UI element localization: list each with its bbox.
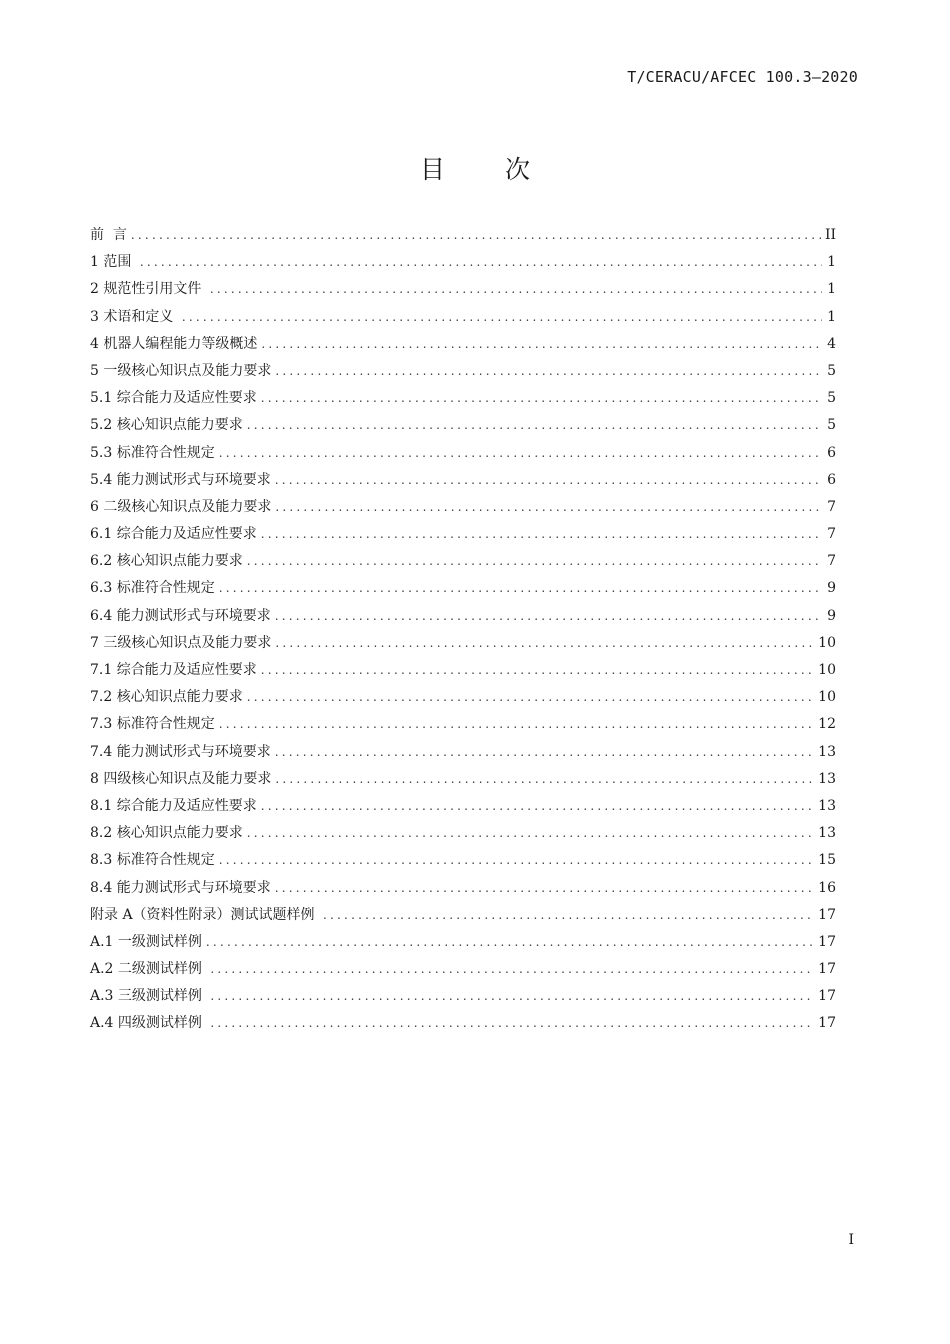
toc-dot-leader xyxy=(261,331,822,358)
toc-entry-page: 9 xyxy=(827,607,836,624)
toc-entry[interactable] xyxy=(90,603,836,630)
toc-dot-leader xyxy=(247,412,822,439)
toc-entry[interactable] xyxy=(90,684,836,711)
toc-dot-leader xyxy=(247,548,822,575)
toc-entry-page: 17 xyxy=(818,961,836,978)
toc-entry-page: 13 xyxy=(818,743,836,760)
toc-dot-leader xyxy=(261,657,814,684)
toc-entry-label: 6.3 标准符合性规定 xyxy=(90,580,215,597)
table-of-contents xyxy=(90,222,836,1038)
toc-entry[interactable] xyxy=(90,331,836,358)
toc-entry-page: 10 xyxy=(818,662,836,678)
standard-code: T/CERACU/AFCEC 100.3—2020 xyxy=(627,68,858,86)
toc-entry-label: 8 四级核心知识点及能力要求 xyxy=(90,770,272,787)
toc-entry[interactable] xyxy=(90,521,836,548)
toc-entry-page: 5 xyxy=(827,390,836,407)
toc-entry-page: 12 xyxy=(818,716,836,733)
toc-entry[interactable] xyxy=(90,249,836,276)
toc-entry[interactable] xyxy=(90,358,836,385)
toc-entry-label: 5.3 标准符合性规定 xyxy=(90,444,215,461)
toc-entry[interactable] xyxy=(90,630,836,657)
toc-dot-leader xyxy=(210,1010,814,1037)
toc-entry[interactable] xyxy=(90,847,836,874)
toc-entry[interactable] xyxy=(90,793,836,820)
toc-entry-page: 1 xyxy=(827,254,836,271)
toc-entry[interactable] xyxy=(90,548,836,575)
toc-entry-page: 10 xyxy=(818,634,836,651)
toc-entry-label: 3 术语和定义 xyxy=(90,308,178,325)
toc-entry-label: 7.3 标准符合性规定 xyxy=(90,716,215,733)
toc-entry-page: 7 xyxy=(827,498,836,515)
toc-dot-leader xyxy=(261,385,822,412)
toc-entry[interactable] xyxy=(90,711,836,738)
toc-entry-label: 前 言 xyxy=(90,227,127,243)
toc-entry[interactable] xyxy=(90,956,836,983)
toc-entry-page: 4 xyxy=(827,335,836,352)
toc-dot-leader xyxy=(210,956,814,983)
toc-entry-page: 13 xyxy=(818,825,836,842)
toc-entry[interactable] xyxy=(90,1010,836,1037)
toc-entry-label: A.3 三级测试样例 xyxy=(90,988,207,1005)
toc-entry[interactable] xyxy=(90,276,836,303)
toc-dot-leader xyxy=(275,467,822,494)
toc-entry-page: 10 xyxy=(818,689,836,706)
toc-entry[interactable] xyxy=(90,467,836,494)
toc-dot-leader xyxy=(275,766,814,793)
toc-dot-leader xyxy=(219,440,822,467)
toc-dot-leader xyxy=(247,820,814,847)
toc-entry-label: 2 规范性引用文件 xyxy=(90,281,206,298)
toc-dot-leader xyxy=(275,739,814,766)
toc-dot-leader xyxy=(182,304,822,331)
toc-entry[interactable] xyxy=(90,983,836,1010)
toc-dot-leader xyxy=(210,983,814,1010)
toc-entry-page: 13 xyxy=(818,797,836,814)
toc-entry-page: 5 xyxy=(827,417,836,434)
toc-dot-leader xyxy=(261,793,814,820)
toc-entry-label: 7.4 能力测试形式与环境要求 xyxy=(90,743,271,760)
toc-entry-page: 16 xyxy=(818,879,836,896)
toc-dot-leader xyxy=(275,630,814,657)
toc-entry-page: 17 xyxy=(818,906,836,923)
toc-entry-page: 15 xyxy=(818,852,836,869)
toc-entry-page: 1 xyxy=(827,281,836,298)
toc-entry[interactable] xyxy=(90,657,836,684)
toc-entry[interactable] xyxy=(90,766,836,793)
toc-entry-page: 17 xyxy=(818,933,836,950)
toc-entry-label: 7.1 综合能力及适应性要求 xyxy=(90,662,257,678)
toc-entry[interactable] xyxy=(90,929,836,956)
toc-dot-leader xyxy=(247,684,814,711)
toc-dot-leader xyxy=(206,929,814,956)
toc-entry-page: 7 xyxy=(827,553,836,570)
toc-entry[interactable] xyxy=(90,902,836,929)
toc-entry-page: 7 xyxy=(827,526,836,543)
toc-entry-page: 6 xyxy=(827,444,836,461)
toc-entry-page: 6 xyxy=(827,471,836,488)
toc-entry-label: 5.2 核心知识点能力要求 xyxy=(90,417,243,434)
toc-dot-leader xyxy=(131,222,821,249)
toc-entry[interactable] xyxy=(90,875,836,902)
toc-entry-label: 5 一级核心知识点及能力要求 xyxy=(90,362,272,379)
toc-dot-leader xyxy=(219,575,822,602)
page-number: I xyxy=(848,1232,854,1248)
page-title: 目 次 xyxy=(420,155,556,184)
toc-entry-label: 6.4 能力测试形式与环境要求 xyxy=(90,607,271,624)
toc-entry[interactable] xyxy=(90,739,836,766)
toc-entry-page: 9 xyxy=(827,580,836,597)
toc-entry[interactable] xyxy=(90,820,836,847)
toc-entry[interactable] xyxy=(90,440,836,467)
toc-entry-label: A.4 四级测试样例 xyxy=(90,1015,207,1032)
toc-entry-page: 17 xyxy=(818,988,836,1005)
toc-dot-leader xyxy=(275,494,822,521)
toc-dot-leader xyxy=(275,603,822,630)
toc-dot-leader xyxy=(210,276,822,303)
toc-entry-label: 5.1 综合能力及适应性要求 xyxy=(90,390,257,407)
toc-dot-leader xyxy=(275,358,822,385)
toc-entry-label: 附录 A（资料性附录）测试试题样例 xyxy=(90,906,320,923)
toc-entry-label: 1 范围 xyxy=(90,254,136,271)
toc-entry-label: 4 机器人编程能力等级概述 xyxy=(90,335,258,352)
toc-entry-page: 13 xyxy=(818,770,836,787)
toc-dot-leader xyxy=(275,875,814,902)
toc-dot-leader xyxy=(219,847,814,874)
toc-entry-label: 7.2 核心知识点能力要求 xyxy=(90,689,243,706)
toc-entry-label: 8.1 综合能力及适应性要求 xyxy=(90,797,257,814)
toc-entry-label: 6.1 综合能力及适应性要求 xyxy=(90,526,257,543)
toc-entry[interactable] xyxy=(90,412,836,439)
toc-entry[interactable] xyxy=(90,575,836,602)
toc-entry[interactable] xyxy=(90,494,836,521)
toc-entry-label: 6 二级核心知识点及能力要求 xyxy=(90,498,272,515)
toc-entry-label: 8.2 核心知识点能力要求 xyxy=(90,825,243,842)
toc-entry-label: A.2 二级测试样例 xyxy=(90,961,207,978)
toc-entry-page: 1 xyxy=(827,308,836,325)
toc-entry-label: 6.2 核心知识点能力要求 xyxy=(90,553,243,570)
toc-entry-label: 8.3 标准符合性规定 xyxy=(90,852,215,869)
toc-entry-page: 5 xyxy=(827,362,836,379)
toc-entry[interactable] xyxy=(90,304,836,331)
toc-entry-page: 17 xyxy=(818,1015,836,1032)
toc-entry-label: A.1 一级测试样例 xyxy=(90,933,202,950)
toc-entry-label: 5.4 能力测试形式与环境要求 xyxy=(90,471,271,488)
toc-dot-leader xyxy=(261,521,822,548)
toc-dot-leader xyxy=(323,902,814,929)
toc-entry-label: 8.4 能力测试形式与环境要求 xyxy=(90,879,271,896)
toc-entry[interactable] xyxy=(90,222,836,249)
toc-dot-leader xyxy=(140,249,822,276)
toc-dot-leader xyxy=(219,711,814,738)
toc-entry-label: 7 三级核心知识点及能力要求 xyxy=(90,634,272,651)
toc-entry[interactable] xyxy=(90,385,836,412)
toc-entry-page: II xyxy=(824,227,836,243)
